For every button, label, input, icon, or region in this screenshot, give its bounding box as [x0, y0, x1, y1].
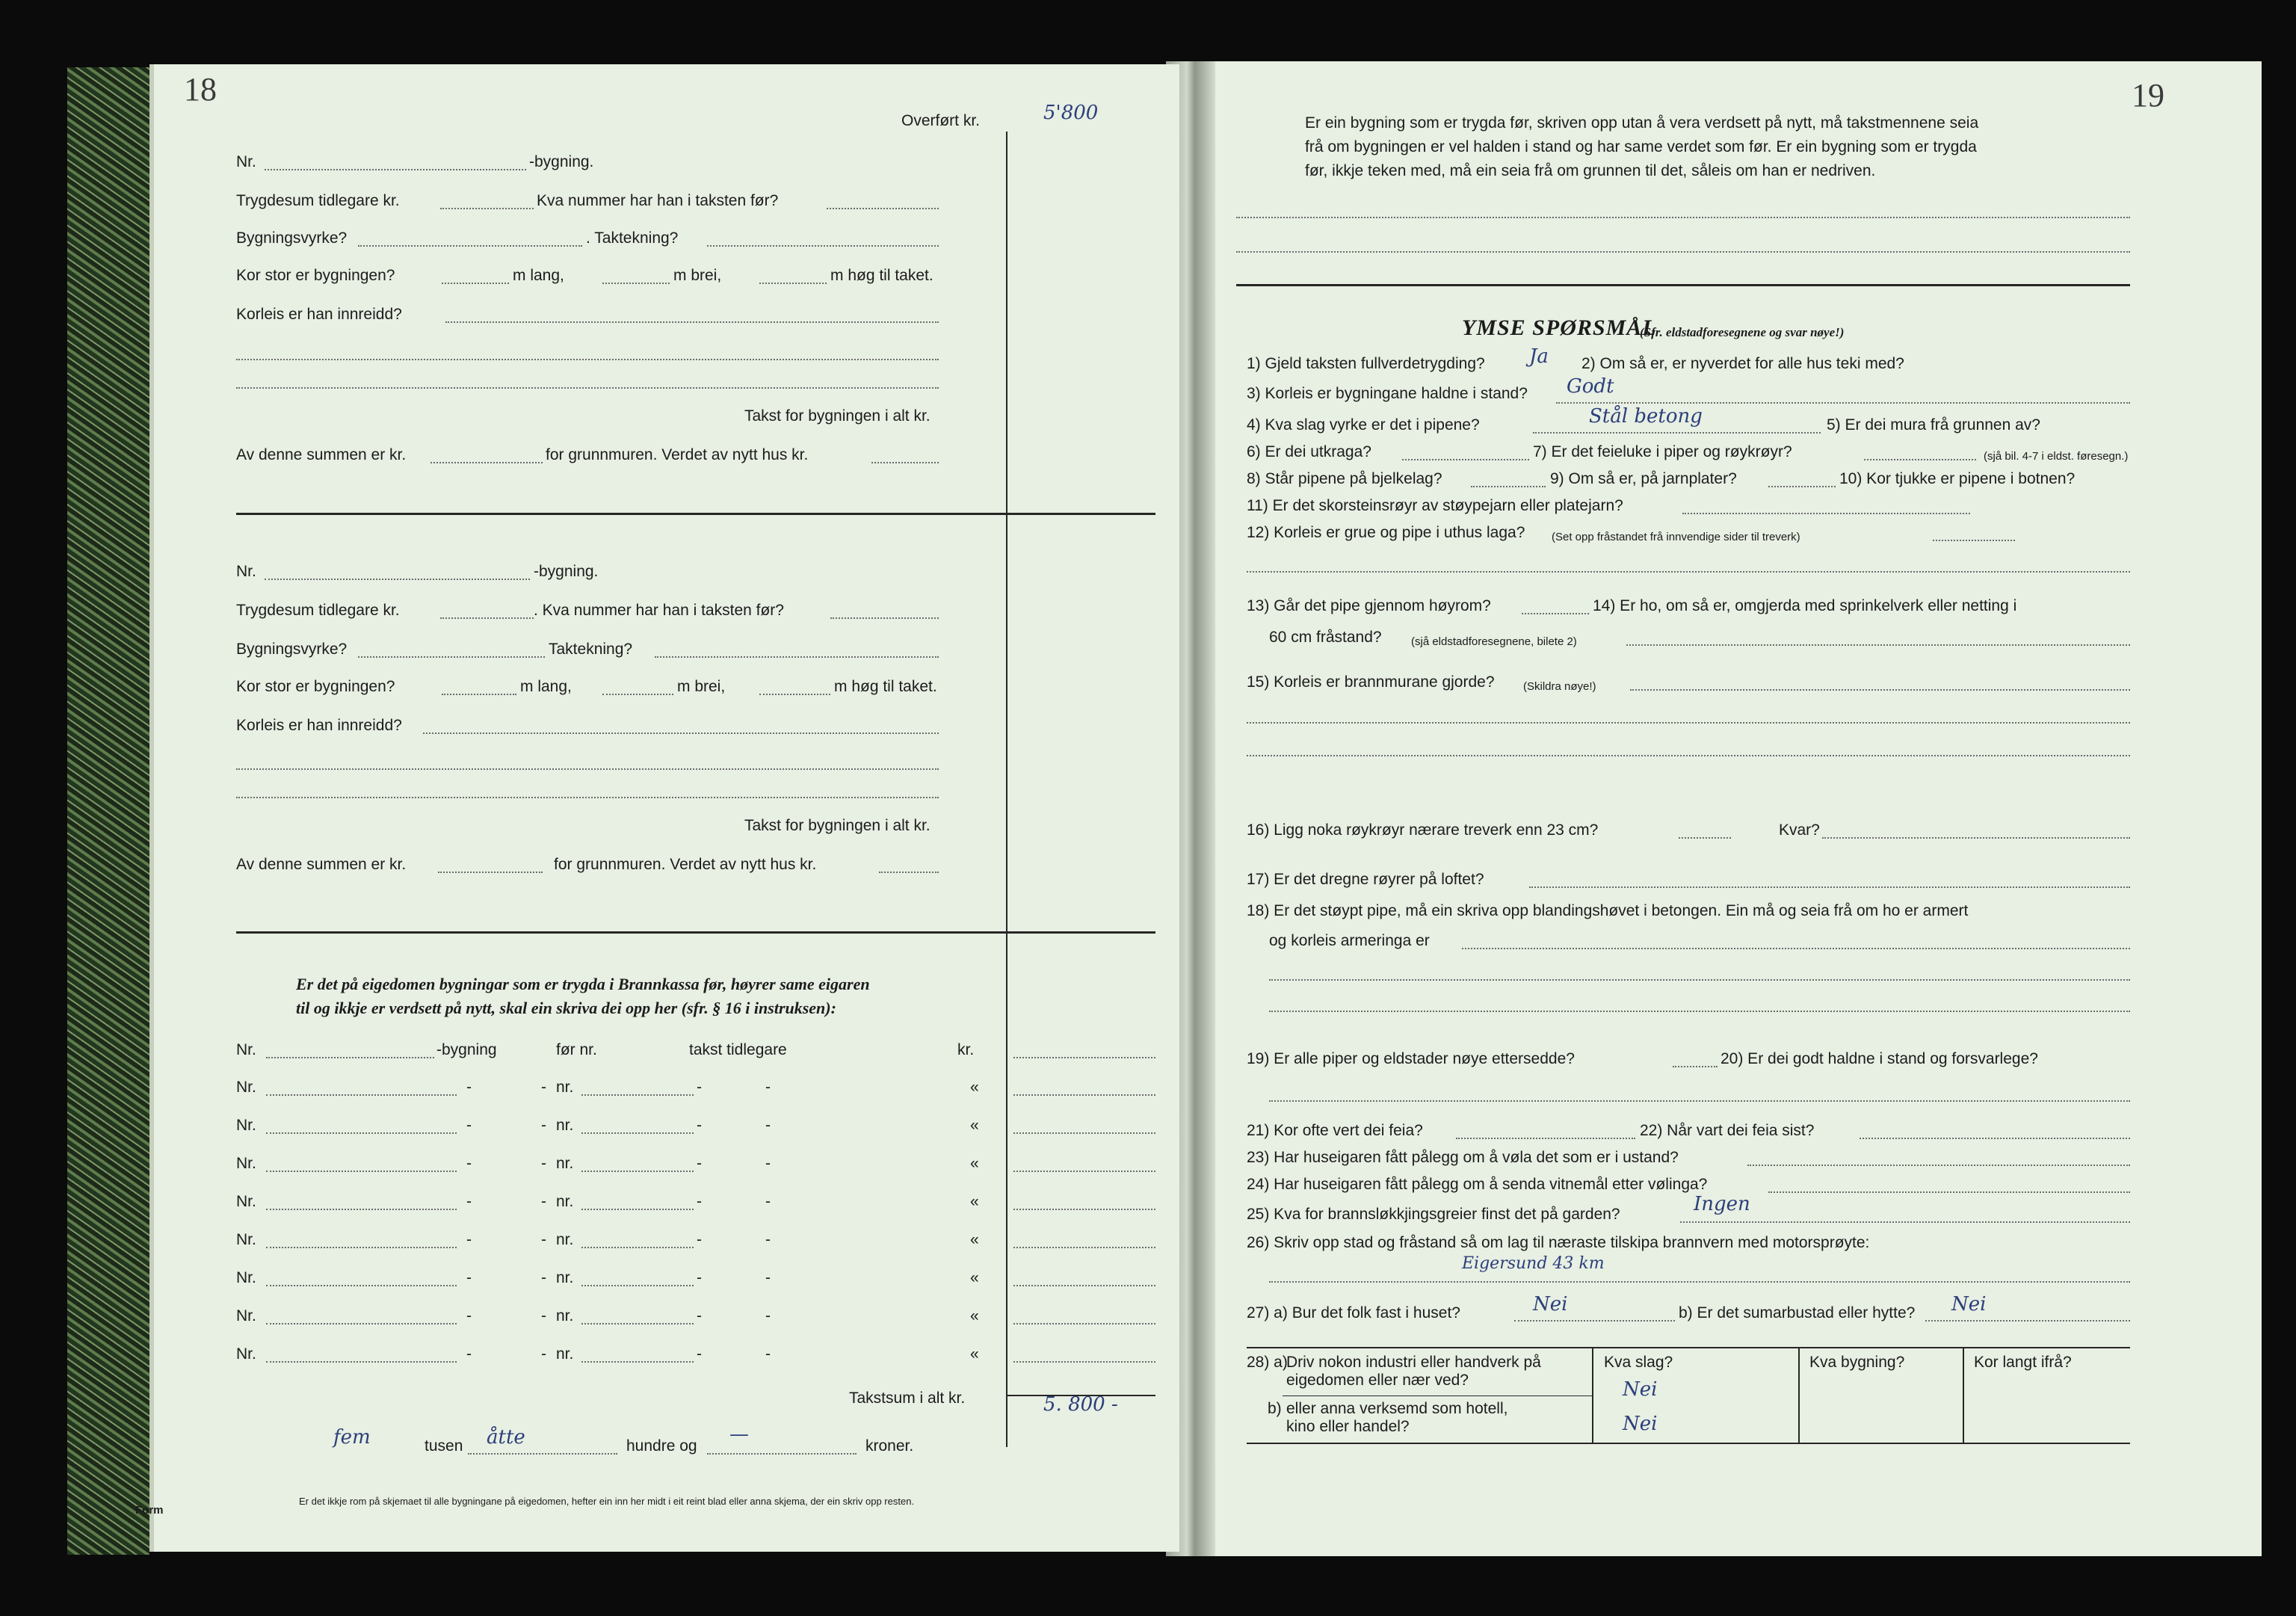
b2-bygning: -bygning.	[534, 563, 599, 580]
table-header-nr: Nr.	[236, 1041, 256, 1058]
takstsum-label: Takstsum i alt kr.	[849, 1390, 966, 1407]
table-row-8-line-2[interactable]	[581, 1361, 694, 1363]
b1-taktekning-line[interactable]	[707, 245, 939, 247]
table-row-6-nrlbl: nr.	[556, 1269, 574, 1286]
handwritten-og: —	[729, 1423, 749, 1446]
question-9: 9) Om så er, på jarnplater?	[1550, 470, 1737, 487]
question-2: 2) Om så er, er nyverdet for alle hus teki med?	[1581, 355, 1904, 372]
q28-col-divider-1	[1592, 1347, 1593, 1444]
question-14-b: 60 cm fråstand?	[1269, 629, 1382, 646]
b1-nr: Nr.	[236, 153, 256, 170]
answer-16b-line[interactable]	[1822, 837, 2130, 839]
hundre-og-label: hundre og	[626, 1437, 697, 1455]
answer-19-line[interactable]	[1673, 1066, 1718, 1067]
q28-bottom-rule	[1247, 1443, 2130, 1444]
hundre-line[interactable]	[468, 1453, 617, 1455]
section-divider-2	[236, 931, 1155, 934]
table-row-5-d4: -	[765, 1231, 771, 1248]
intro-line-3: før, ikkje teken med, må ein seia frå om grunnen til det, såleis om han er nedriven.	[1305, 162, 1876, 179]
table-row-1-nrlbl: nr.	[556, 1079, 574, 1096]
q28-col-divider-2	[1798, 1347, 1800, 1444]
question-28b-cont: kino eller handel?	[1286, 1418, 1410, 1435]
table-row-4-line-2[interactable]	[581, 1209, 694, 1210]
question-25: 25) Kva for brannsløkkjingsgreier finst det på garden?	[1247, 1206, 1620, 1223]
b2-m-hog: m høg til taket.	[834, 678, 937, 695]
b2-kva-nummer-line[interactable]	[830, 617, 939, 619]
table-row-3-q: «	[970, 1155, 979, 1172]
overfort-label: Overført kr.	[901, 112, 980, 129]
table-row-6-q: «	[970, 1269, 979, 1286]
instruction-line-1: Er det på eigedomen bygningar som er trygda i Brannkassa før, høyrer same eigaren	[296, 975, 870, 993]
table-row-2-q: «	[970, 1117, 979, 1134]
answer-15-line2[interactable]	[1247, 722, 2130, 724]
table-row-1-dash1: -	[466, 1079, 472, 1096]
answer-16-line[interactable]	[1679, 837, 1731, 839]
b2-korleis: Korleis er han innreidd?	[236, 717, 402, 734]
b2-trygdesum-line[interactable]	[440, 617, 534, 619]
ymse-heading: YMSE SPØRSMÅL	[1462, 315, 1657, 340]
b2-hog-line[interactable]	[759, 694, 830, 695]
answer-12-line2[interactable]	[1247, 571, 2130, 573]
table-row-4-d3: -	[697, 1193, 702, 1210]
table-row-5-dash2: -	[541, 1231, 546, 1248]
answer-27a-line[interactable]	[1514, 1320, 1675, 1322]
b1-kva-nummer-line[interactable]	[827, 208, 939, 209]
b1-korleis-line3[interactable]	[236, 387, 939, 389]
table-row-2-nr: Nr.	[236, 1117, 256, 1134]
intro-line-fill-2[interactable]	[1236, 251, 2130, 253]
answer-24-line[interactable]	[1768, 1191, 2130, 1193]
table-row-6-line-2[interactable]	[581, 1285, 694, 1286]
table-row-4-d4: -	[765, 1193, 771, 1210]
table-row-2-line-1[interactable]	[266, 1132, 457, 1134]
question-4: 4) Kva slag vyrke er det i pipene?	[1247, 416, 1480, 434]
b2-av-denne-line[interactable]	[438, 872, 543, 873]
book-binding	[67, 67, 149, 1555]
answer-9-line[interactable]	[1768, 486, 1836, 487]
b1-lang-line[interactable]	[442, 283, 509, 284]
table-row-3-dash2: -	[541, 1155, 546, 1172]
question-18-b: og korleis armeringa er	[1269, 932, 1430, 949]
question-22: 22) Når vart dei feia sist?	[1640, 1122, 1815, 1139]
question-3: 3) Korleis er bygningane haldne i stand?	[1247, 385, 1528, 402]
table-row-2-line-2[interactable]	[581, 1132, 694, 1134]
table-row-2-line-3[interactable]	[1013, 1132, 1155, 1134]
answer-22-line[interactable]	[1860, 1138, 2130, 1139]
b2-bygningsvyrke: Bygningsvyrke?	[236, 641, 348, 658]
intro-line-1: Er ein bygning som er trygda før, skriven opp utan å vera verdsett på nytt, må takstmennene seia	[1305, 114, 1979, 132]
b2-korleis-line[interactable]	[423, 733, 939, 734]
page-number: 18	[184, 71, 217, 108]
question-27a: 27) a) Bur det folk fast i huset?	[1247, 1304, 1460, 1322]
table-row-8-d3: -	[697, 1345, 702, 1363]
b2-kor-stor: Kor stor er bygningen?	[236, 678, 395, 695]
answer-11-line[interactable]	[1682, 513, 1970, 514]
question-26: 26) Skriv opp stad og fråstand så om lag til næraste tilskipa brannvern med motorsprøyte:	[1247, 1234, 1870, 1251]
b2-lang-line[interactable]	[442, 694, 516, 695]
table-row-5-q: «	[970, 1231, 979, 1248]
question-28a-cont: eigedomen eller nær ved?	[1286, 1372, 1469, 1389]
answer-25: Ingen	[1694, 1193, 1750, 1215]
table-row-1-d3: -	[697, 1079, 702, 1096]
answer-3-line[interactable]	[1556, 402, 2130, 404]
b1-korleis-line2[interactable]	[236, 359, 939, 360]
page-number: 19	[2132, 77, 2164, 114]
answer-28a: Nei	[1623, 1378, 1658, 1401]
answer-7-line[interactable]	[1864, 459, 1976, 460]
b1-verdet-line[interactable]	[871, 462, 939, 463]
b2-trygdesum: Trygdesum tidlegare kr.	[236, 602, 400, 619]
answer-18-line2[interactable]	[1269, 979, 2130, 981]
og-line[interactable]	[707, 1453, 857, 1455]
answer-12-line[interactable]	[1933, 540, 2015, 541]
table-row-8-dash1: -	[466, 1345, 472, 1363]
q28-top-rule	[1247, 1347, 2130, 1348]
table-row-2-dash1: -	[466, 1117, 472, 1134]
question-14: 14) Er ho, om så er, omgjerda med sprinkelverk eller netting i	[1593, 597, 2017, 614]
answer-27b-line[interactable]	[1925, 1320, 2130, 1322]
question-16-b: Kvar?	[1779, 821, 1820, 839]
table-row-7-line-1[interactable]	[266, 1323, 457, 1324]
intro-line-2: frå om bygningen er vel halden i stand og har same verdet som før. Er ein bygning som er trygda	[1305, 138, 1977, 155]
answer-6-line[interactable]	[1402, 459, 1529, 460]
b1-m-lang: m lang,	[513, 267, 564, 284]
question-7: 7) Er det feieluke i piper og røykrøyr?	[1533, 443, 1792, 460]
question-20: 20) Er dei godt haldne i stand og forsvarlege?	[1721, 1050, 2038, 1067]
b1-takst: Takst for bygningen i alt kr.	[744, 407, 931, 425]
b2-korleis-line2[interactable]	[236, 768, 939, 770]
intro-line-fill-1[interactable]	[1236, 217, 2130, 218]
b1-korleis: Korleis er han innreidd?	[236, 306, 402, 323]
question-13: 13) Går det pipe gjennom høyrom?	[1247, 597, 1491, 614]
table-row-1-nr: Nr.	[236, 1079, 256, 1096]
answer-4: Stål betong	[1589, 405, 1703, 428]
b2-takst: Takst for bygningen i alt kr.	[744, 817, 931, 834]
table-row-1-line-1[interactable]	[266, 1094, 457, 1096]
table-row-8-q: «	[970, 1345, 979, 1363]
answer-26-line[interactable]	[1269, 1281, 2130, 1283]
table-row-2-d4: -	[765, 1117, 771, 1134]
table-row-2-d3: -	[697, 1117, 702, 1134]
table-row-3-line-3[interactable]	[1013, 1171, 1155, 1172]
b2-brei-line[interactable]	[602, 694, 673, 695]
answer-28b: Nei	[1623, 1413, 1658, 1435]
b1-av-denne: Av denne summen er kr.	[236, 446, 407, 463]
question-1: 1) Gjeld taksten fullverdetrygding?	[1247, 355, 1485, 372]
answer-18-line[interactable]	[1462, 948, 2130, 949]
table-header-nr-line[interactable]	[266, 1057, 434, 1058]
answer-25-line[interactable]	[1680, 1221, 2130, 1223]
q28-col-divider-3	[1963, 1347, 1964, 1444]
question-28b: eller anna verksemd som hotell,	[1286, 1400, 1508, 1417]
table-row-7-line-2[interactable]	[581, 1323, 694, 1324]
answer-23-line[interactable]	[1747, 1165, 2130, 1166]
table-row-6-line-1[interactable]	[266, 1285, 457, 1286]
b2-grunnmuren: for grunnmuren. Verdet av nytt hus kr.	[554, 856, 817, 873]
table-row-8-d4: -	[765, 1345, 771, 1363]
question-19: 19) Er alle piper og eldstader nøye ettersedde?	[1247, 1050, 1575, 1067]
b1-trygdesum: Trygdesum tidlegare kr.	[236, 192, 400, 209]
table-row-7-dash1: -	[466, 1307, 472, 1324]
left-page	[135, 64, 1179, 1552]
question-27b: b) Er det sumarbustad eller hytte?	[1679, 1304, 1916, 1322]
table-row-8-line-1[interactable]	[266, 1361, 457, 1363]
table-row-6-line-3[interactable]	[1013, 1285, 1155, 1286]
table-row-7-d4: -	[765, 1307, 771, 1324]
question-16: 16) Ligg noka røykrøyr nærare treverk enn 23 cm?	[1247, 821, 1599, 839]
table-row-4-nrlbl: nr.	[556, 1193, 574, 1210]
b1-av-denne-line[interactable]	[430, 462, 543, 463]
question-15: 15) Korleis er brannmurane gjorde?	[1247, 673, 1495, 691]
question-28b-label: b)	[1268, 1400, 1282, 1417]
table-row-7-q: «	[970, 1307, 979, 1324]
question-23: 23) Har huseigaren fått pålegg om å vøla det som er i ustand?	[1247, 1149, 1679, 1166]
b1-hog-line[interactable]	[759, 283, 827, 284]
table-row-6-d4: -	[765, 1269, 771, 1286]
b1-kva-nummer: Kva nummer har han i taksten før?	[537, 192, 779, 209]
section-divider-1	[236, 513, 1155, 515]
handwritten-hundre: åtte	[487, 1426, 525, 1449]
table-header-takst: takst tidlegare	[689, 1041, 787, 1058]
table-row-6-nr: Nr.	[236, 1269, 256, 1286]
table-row-2-dash2: -	[541, 1117, 546, 1134]
b2-taktekning-line[interactable]	[655, 656, 939, 658]
table-row-5-line-1[interactable]	[266, 1247, 457, 1248]
answer-15-line[interactable]	[1630, 689, 2130, 691]
answer-1: Ja	[1529, 345, 1549, 368]
answer-26: Eigersund 43 km	[1462, 1254, 1605, 1273]
table-row-7-nrlbl: nr.	[556, 1307, 574, 1324]
table-row-7-d3: -	[697, 1307, 702, 1324]
table-row-3-d3: -	[697, 1155, 702, 1172]
b1-brei-line[interactable]	[602, 283, 670, 284]
question-28-number: 28) a)	[1247, 1354, 1288, 1371]
overfort-handwritten: 5'800	[1043, 102, 1099, 124]
table-row-1-q: «	[970, 1079, 979, 1096]
table-row-8-dash2: -	[541, 1345, 546, 1363]
table-row-4-q: «	[970, 1193, 979, 1210]
b2-verdet-line[interactable]	[879, 872, 939, 873]
table-row-3-d4: -	[765, 1155, 771, 1172]
b1-bygningsvyrke: Bygningsvyrke?	[236, 229, 348, 247]
question-24: 24) Har huseigaren fått pålegg om å senda vitnemål etter vølinga?	[1247, 1176, 1708, 1193]
question-6: 6) Er dei utkraga?	[1247, 443, 1371, 460]
table-row-4-line-3[interactable]	[1013, 1209, 1155, 1210]
b2-kva-nummer: . Kva nummer har han i taksten før?	[534, 602, 784, 619]
table-row-8-nrlbl: nr.	[556, 1345, 574, 1363]
answer-21-line[interactable]	[1456, 1138, 1635, 1139]
table-row-7-dash2: -	[541, 1307, 546, 1324]
answer-18-line3[interactable]	[1269, 1011, 2130, 1012]
form-label: Form	[135, 1504, 164, 1517]
answer-20-line[interactable]	[1269, 1100, 2130, 1102]
b1-trygdesum-line[interactable]	[440, 208, 534, 209]
question-12-note: (Set opp fråstandet frå innvendige sider til treverk)	[1552, 531, 1800, 543]
table-row-5-nr: Nr.	[236, 1231, 256, 1248]
question-7-note: (sjå bil. 4-7 i eldst. føresegn.)	[1984, 450, 2129, 463]
table-row-3-line-1[interactable]	[266, 1171, 457, 1172]
answer-4-line[interactable]	[1533, 432, 1821, 434]
table-row-7-line-3[interactable]	[1013, 1323, 1155, 1324]
table-row-3-nr: Nr.	[236, 1155, 256, 1172]
question-12: 12) Korleis er grue og pipe i uthus laga?	[1247, 524, 1525, 541]
table-header-bygning: -bygning	[436, 1041, 497, 1058]
question-21: 21) Kor ofte vert dei feia?	[1247, 1122, 1423, 1139]
b2-nr: Nr.	[236, 563, 256, 580]
col-kor-langt: Kor langt ifrå?	[1974, 1354, 2072, 1371]
kroner-label: kroner.	[865, 1437, 914, 1455]
b2-m-lang: m lang,	[520, 678, 572, 695]
b1-nr-line[interactable]	[265, 169, 526, 170]
instruction-line-2: til og ikkje er verdsett på nytt, skal ein skriva dei opp her (sfr. § 16 i instruksen):	[296, 999, 836, 1017]
b1-m-brei: m brei,	[673, 267, 722, 284]
table-row-6-dash1: -	[466, 1269, 472, 1286]
table-row-5-line-2[interactable]	[581, 1247, 694, 1248]
b2-m-brei: m brei,	[677, 678, 726, 695]
col-kva-slag: Kva slag?	[1604, 1354, 1673, 1371]
table-row-1-d4: -	[765, 1079, 771, 1096]
table-row-4-line-1[interactable]	[266, 1209, 457, 1210]
b1-grunnmuren: for grunnmuren. Verdet av nytt hus kr.	[546, 446, 809, 463]
answer-15-line3[interactable]	[1247, 755, 2130, 756]
takstsum-handwritten: 5. 800 -	[1043, 1393, 1118, 1416]
table-row-3-nrlbl: nr.	[556, 1155, 574, 1172]
b2-nr-line[interactable]	[265, 579, 530, 580]
question-5: 5) Er dei mura frå grunnen av?	[1827, 416, 2040, 434]
col-kva-bygning: Kva bygning?	[1809, 1354, 1905, 1371]
answer-8-line[interactable]	[1471, 486, 1546, 487]
answer-14-line[interactable]	[1626, 644, 2130, 646]
table-row-3-line-2[interactable]	[581, 1171, 694, 1172]
question-8: 8) Står pipene på bjelkelag?	[1247, 470, 1442, 487]
table-row-1-line-3[interactable]	[1013, 1094, 1155, 1096]
b1-taktekning: . Taktekning?	[586, 229, 679, 247]
table-row-1-dash2: -	[541, 1079, 546, 1096]
table-row-4-nr: Nr.	[236, 1193, 256, 1210]
table-row-2-nrlbl: nr.	[556, 1117, 574, 1134]
handwritten-tusen: fem	[333, 1426, 371, 1449]
table-row-5-dash1: -	[466, 1231, 472, 1248]
table-header-kr-line[interactable]	[1013, 1057, 1155, 1058]
table-row-4-dash2: -	[541, 1193, 546, 1210]
table-row-6-dash2: -	[541, 1269, 546, 1286]
b2-bygningsvyrke-line[interactable]	[358, 656, 545, 658]
question-28a: Driv nokon industri eller handverk på	[1286, 1354, 1541, 1371]
answer-27a: Nei	[1533, 1293, 1568, 1316]
footer-note: Er det ikkje rom på skjemaet til alle bygningane på eigedomen, hefter ein inn her midt i eit reint blad eller anna skjema, der ein skriv opp resten.	[299, 1496, 915, 1507]
question-14-note: (sjå eldstadforesegnene, bilete 2)	[1411, 635, 1577, 648]
table-row-6-d3: -	[697, 1269, 702, 1286]
b1-korleis-line[interactable]	[445, 321, 939, 323]
b1-kor-stor: Kor stor er bygningen?	[236, 267, 395, 284]
b1-bygningsvyrke-line[interactable]	[358, 245, 582, 247]
amount-column-divider	[1006, 132, 1007, 1447]
answer-13-line[interactable]	[1522, 613, 1589, 614]
question-17: 17) Er det dregne røyrer på loftet?	[1247, 871, 1484, 888]
b2-av-denne: Av denne summen er kr.	[236, 856, 407, 873]
answer-17-line[interactable]	[1529, 886, 2130, 888]
table-row-8-nr: Nr.	[236, 1345, 256, 1363]
table-row-3-dash1: -	[466, 1155, 472, 1172]
b2-korleis-line3[interactable]	[236, 797, 939, 798]
table-row-1-line-2[interactable]	[581, 1094, 694, 1096]
table-row-5-d3: -	[697, 1231, 702, 1248]
table-row-5-line-3[interactable]	[1013, 1247, 1155, 1248]
table-header-for-nr: før nr.	[556, 1041, 597, 1058]
question-15-note: (Skildra nøye!)	[1523, 680, 1596, 693]
ymse-heading-note: (Sfr. eldstadforesegnene og svar nøye!)	[1640, 325, 1845, 339]
right-page	[1215, 61, 2262, 1556]
table-row-7-nr: Nr.	[236, 1307, 256, 1324]
answer-27b: Nei	[1951, 1293, 1987, 1316]
b1-m-hog: m høg til taket.	[830, 267, 933, 284]
table-row-4-dash1: -	[466, 1193, 472, 1210]
question-10: 10) Kor tjukke er pipene i botnen?	[1839, 470, 2076, 487]
question-18: 18) Er det støypt pipe, må ein skriva opp blandingshøvet i betongen. Ein må og seia frå om ho er armert	[1247, 902, 1969, 919]
table-row-8-line-3[interactable]	[1013, 1361, 1155, 1363]
tusen-label: tusen	[425, 1437, 463, 1455]
answer-3: Godt	[1567, 375, 1614, 398]
table-row-5-nrlbl: nr.	[556, 1231, 574, 1248]
b1-bygning: -bygning.	[529, 153, 594, 170]
ymse-divider	[1236, 284, 2130, 286]
table-header-kr: kr.	[957, 1041, 975, 1058]
question-11: 11) Er det skorsteinsrøyr av støypejarn eller platejarn?	[1247, 497, 1623, 514]
b2-taktekning: Taktekning?	[549, 641, 633, 658]
